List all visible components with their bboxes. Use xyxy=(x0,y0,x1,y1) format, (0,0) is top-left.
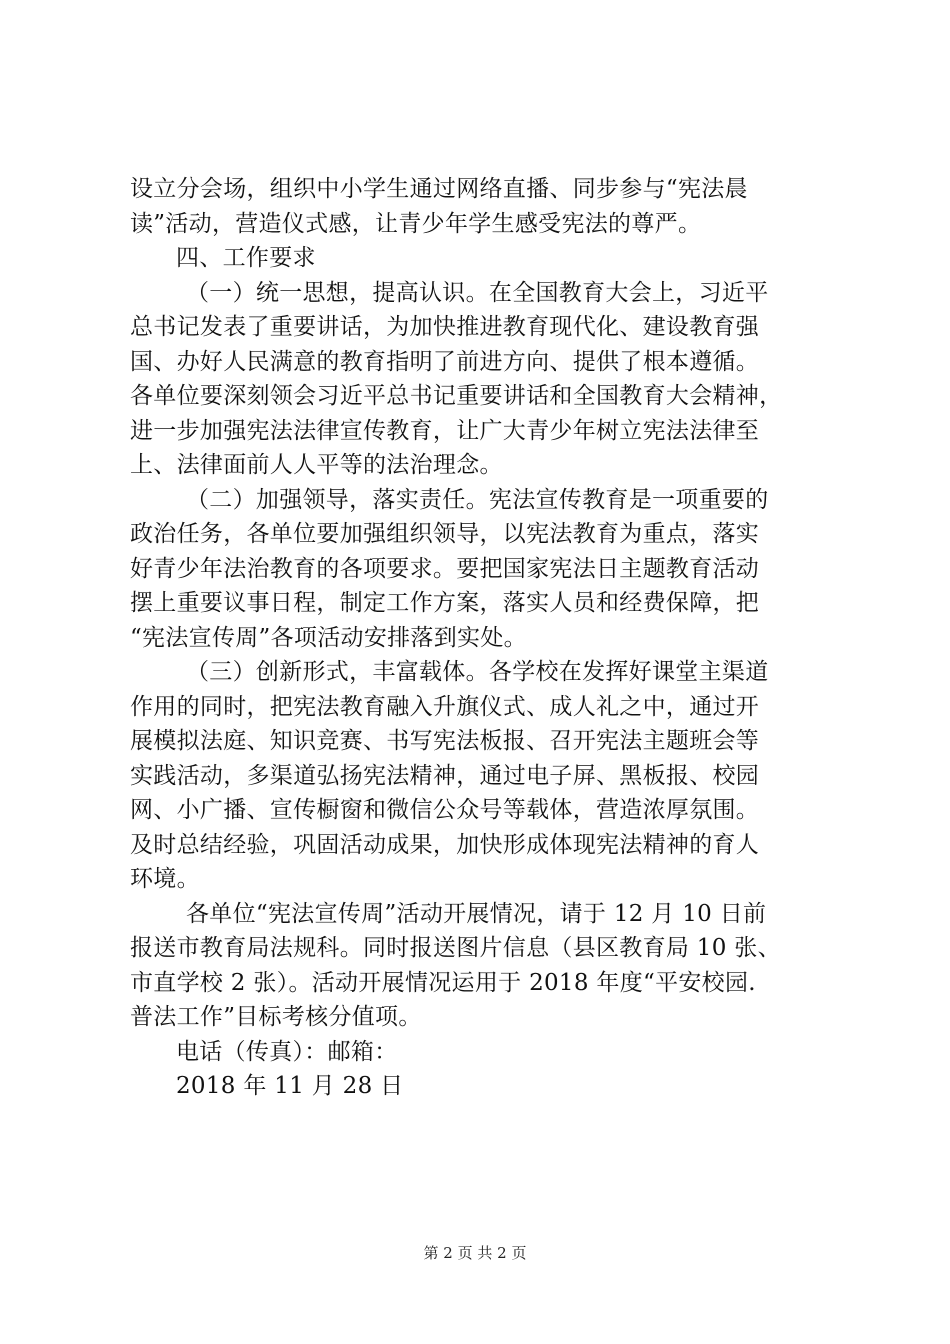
text-line: 作用的同时，把宪法教育融入升旗仪式、成人礼之中，通过开 xyxy=(130,693,760,720)
text-line: 国、办好人民满意的教育指明了前进方向、提供了根本遵循。 xyxy=(130,348,760,375)
text-line: 及时总结经验，巩固活动成果，加快形成体现宪法精神的育人 xyxy=(130,831,760,858)
date-line: 2018 年 11 月 28 日 xyxy=(176,1073,404,1099)
text-line: 实践活动，多渠道弘扬宪法精神，通过电子屏、黑板报、校园 xyxy=(130,762,760,789)
contact-line: 电话（传真）：邮箱： xyxy=(176,1038,398,1065)
paragraph-start: （一）统一思想，提高认识。在全国教育大会上，习近平 xyxy=(186,279,769,306)
text-line: 各单位要深刻领会习近平总书记重要讲话和全国教育大会精神， xyxy=(130,383,783,409)
text-line: 展模拟法庭、知识竞赛、书写宪法板报、召开宪法主题班会等 xyxy=(130,728,760,754)
text-line: 总书记发表了重要讲话，为加快推进教育现代化、建设教育强 xyxy=(130,314,760,340)
text-line: 设立分会场，组织中小学生通过网络直播、同步参与“宪法晨 xyxy=(130,176,748,202)
paragraph-start: （二）加强领导，落实责任。宪法宣传教育是一项重要的 xyxy=(186,486,769,513)
text-line: 市直学校 2 张）。活动开展情况运用于 2018 年度“平安校园. xyxy=(130,969,756,996)
text-line: 政治任务，各单位要加强组织领导，以宪法教育为重点，落实 xyxy=(130,521,760,547)
text-line: 普法工作”目标考核分值项。 xyxy=(130,1004,422,1030)
text-line: 环境。 xyxy=(130,866,200,892)
text-line: 好青少年法治教育的各项要求。要把国家宪法日主题教育活动 xyxy=(130,555,760,582)
section-heading: 四、工作要求 xyxy=(176,245,316,271)
text-line: 进一步加强宪法法律宣传教育，让广大青少年树立宪法法律至 xyxy=(130,417,760,444)
text-line: 读”活动，营造仪式感，让青少年学生感受宪法的尊严。 xyxy=(130,210,702,237)
text-line: 上、法律面前人人平等的法治理念。 xyxy=(130,452,503,478)
text-line: 摆上重要议事日程，制定工作方案，落实人员和经费保障，把 xyxy=(130,590,760,616)
paragraph-start: 各单位“宪法宣传周”活动开展情况，请于 12 月 10 日前 xyxy=(186,900,767,927)
page-number: 第 2 页 共 2 页 xyxy=(423,1244,527,1262)
paragraph-start: （三）创新形式，丰富载体。各学校在发挥好课堂主渠道 xyxy=(186,659,769,685)
document-body xyxy=(130,172,830,1104)
page-footer xyxy=(0,1243,950,1263)
text-line: 报送市教育局法规科。同时报送图片信息（县区教育局 10 张、 xyxy=(130,935,781,961)
text-line: “宪法宣传周”各项活动安排落到实处。 xyxy=(130,624,527,651)
text-line: 网、小广播、宣传橱窗和微信公众号等载体，营造浓厚氛围。 xyxy=(130,797,760,823)
